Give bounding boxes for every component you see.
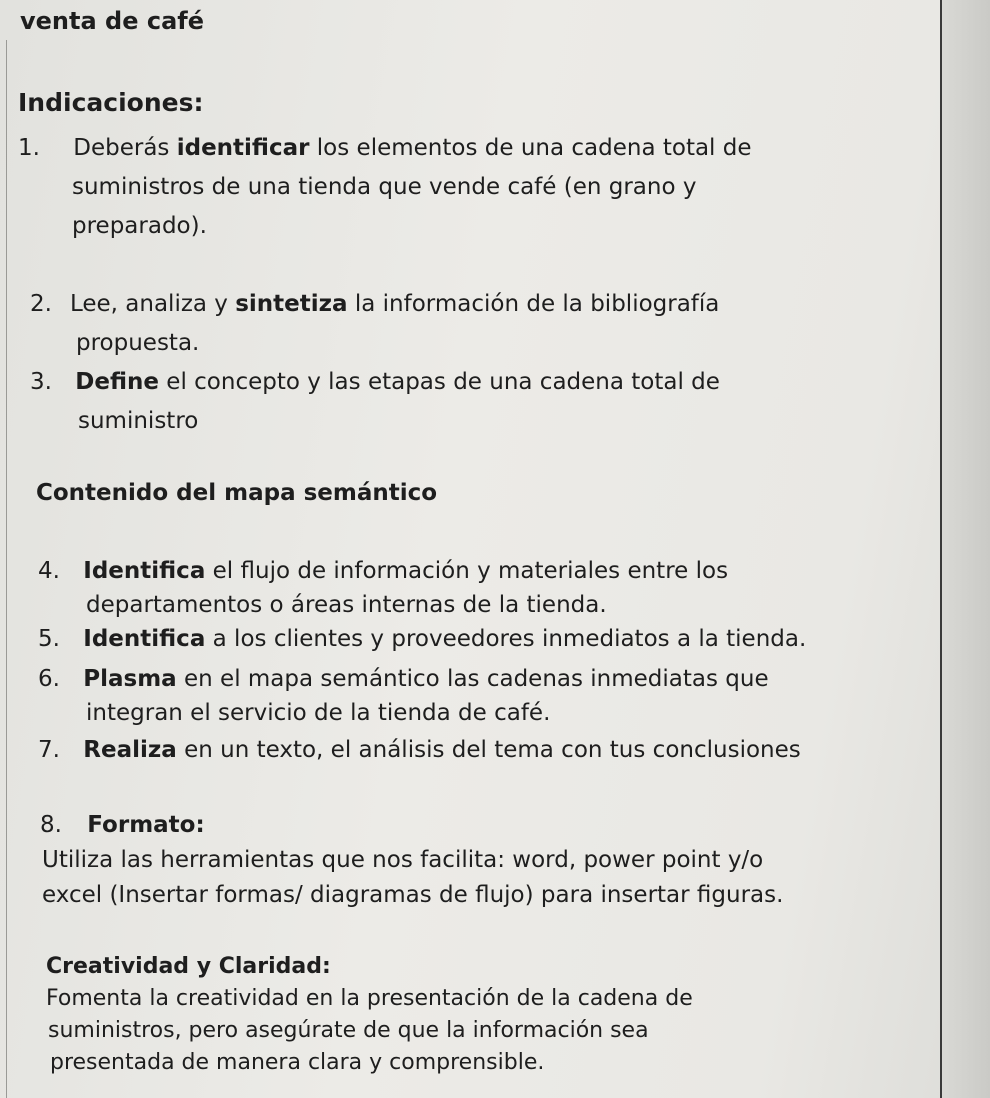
item-keyword: identificar — [176, 135, 310, 161]
item-keyword: sintetiza — [235, 291, 348, 317]
item-text: Deberás — [73, 135, 177, 161]
list-item-4 — [38, 556, 728, 586]
item-number: 1. — [18, 135, 40, 161]
item-text: los elementos de una cadena total de — [309, 135, 752, 161]
item-text: el flujo de información y materiales entre los — [205, 558, 729, 584]
item-number: 7. — [38, 737, 60, 763]
contenido-heading: Contenido del mapa semántico — [36, 480, 438, 506]
list-item-7 — [38, 735, 801, 765]
item-text-wrap — [70, 289, 910, 319]
formato-heading-row — [40, 810, 205, 840]
formato-line-2: excel (Insertar formas/ diagramas de flujo) para insertar figuras. — [42, 882, 784, 908]
item-number: 2. — [30, 291, 52, 317]
right-margin-strip — [942, 0, 990, 1098]
creatividad-line-2: suministros, pero asegúrate de que la información sea — [48, 1018, 649, 1043]
item-text: Lee, analiza y — [69, 291, 236, 317]
list-item-3 — [30, 367, 720, 397]
list-item-3-line-2: suministro — [78, 408, 199, 434]
item-number: 6. — [38, 666, 60, 692]
frame-left-edge — [6, 40, 7, 1098]
list-item-1 — [18, 133, 752, 163]
indicaciones-heading: Indicaciones: — [18, 88, 204, 117]
creatividad-line-1: Fomenta la creatividad en la presentación de la cadena de — [46, 986, 693, 1011]
list-item-2 — [30, 289, 910, 319]
list-item-2-line-2: propuesta. — [76, 330, 200, 356]
item-text: en un texto, el análisis del tema con tus conclusiones — [176, 737, 801, 763]
creatividad-line-3: presentada de manera clara y comprensible. — [50, 1050, 545, 1075]
item-keyword: Identifica — [83, 558, 206, 584]
creatividad-heading: Creatividad y Claridad: — [46, 954, 331, 979]
item-number: 3. — [30, 369, 52, 395]
item-text: en el mapa semántico las cadenas inmediatas que — [176, 666, 769, 692]
item-text: la información de la bibliografía — [347, 291, 720, 317]
item-number: 4. — [38, 558, 60, 584]
list-item-5 — [38, 624, 806, 654]
item-keyword: Define — [75, 369, 159, 395]
item-keyword: Identifica — [83, 626, 206, 652]
item-keyword: Realiza — [83, 737, 177, 763]
item-number: 5. — [38, 626, 60, 652]
list-item-4-line-2: departamentos o áreas internas de la tienda. — [86, 592, 607, 618]
list-item-1-line-2: suministros de una tienda que vende café (en grano y — [72, 174, 697, 200]
formato-line-1: Utiliza las herramientas que nos facilita: word, power point y/o — [42, 847, 764, 873]
list-item-6-line-2: integran el servicio de la tienda de café. — [86, 700, 551, 726]
formato-heading: Formato: — [87, 812, 205, 838]
item-text: el concepto y las etapas de una cadena total de — [158, 369, 720, 395]
item-keyword: Plasma — [83, 666, 177, 692]
item-text: a los clientes y proveedores inmediatos a la tienda. — [205, 626, 807, 652]
page-title: venta de café — [20, 7, 204, 35]
list-item-6 — [38, 664, 769, 694]
item-number: 8. — [40, 812, 62, 838]
list-item-1-line-3: preparado). — [72, 213, 207, 239]
